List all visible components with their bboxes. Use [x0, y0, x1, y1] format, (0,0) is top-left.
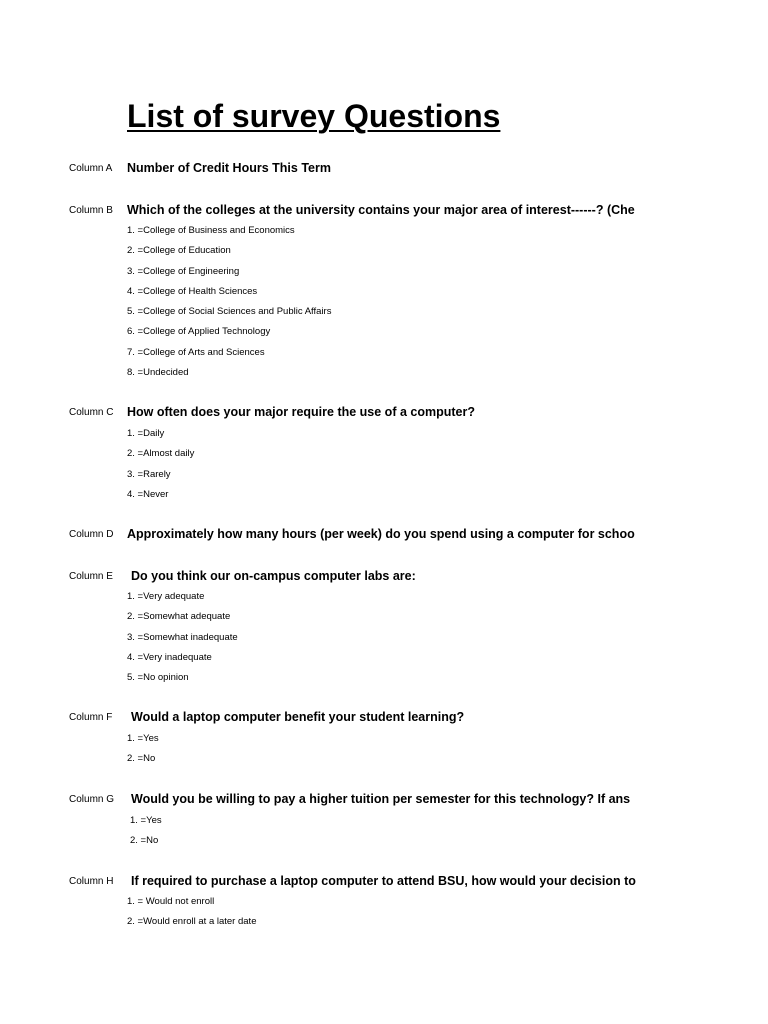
answer-option: 2. =Almost daily [127, 448, 195, 459]
question-text: Do you think our on-campus computer labs are: [131, 569, 416, 583]
question-column-label: Column A [69, 163, 113, 174]
answer-option: 1. =Yes [130, 815, 162, 826]
answer-option: 3. =Somewhat inadequate [127, 632, 238, 643]
question-text: Which of the colleges at the university contains your major area of interest------? (Che [127, 203, 635, 217]
answer-option: 4. =Never [127, 489, 169, 500]
question-text: Would a laptop computer benefit your student learning? [131, 710, 465, 724]
question-text: How often does your major require the use of a computer? [127, 405, 475, 419]
question-column-label: Column H [69, 876, 114, 887]
question-column-label: Column C [69, 407, 114, 418]
answer-option: 6. =College of Applied Technology [127, 326, 271, 337]
answer-option: 2. =No [130, 835, 159, 846]
answer-option: 1. =Yes [127, 733, 159, 744]
answer-option: 2. =No [127, 753, 156, 764]
answer-option: 4. =Very inadequate [127, 652, 212, 663]
answer-option: 3. =Rarely [127, 469, 171, 480]
answer-option: 5. =College of Social Sciences and Public Affairs [127, 306, 332, 317]
answer-option: 3. =College of Engineering [127, 266, 240, 277]
answer-option: 5. =No opinion [127, 672, 189, 683]
answer-option: 2. =Somewhat adequate [127, 611, 231, 622]
question-column-label: Column G [69, 794, 115, 805]
question-text: If required to purchase a laptop computer to attend BSU, how would your decision to [131, 874, 636, 888]
answer-option: 8. =Undecided [127, 367, 189, 378]
question-text: Would you be willing to pay a higher tuition per semester for this technology? If ans [131, 792, 631, 806]
question-text: Approximately how many hours (per week) do you spend using a computer for schoo [127, 527, 635, 541]
answer-option: 7. =College of Arts and Sciences [127, 347, 265, 358]
question-column-label: Column F [69, 712, 113, 723]
answer-option: 1. =Very adequate [127, 591, 205, 602]
page-title: List of survey Questions [127, 98, 501, 134]
question-text: Number of Credit Hours This Term [127, 161, 331, 175]
question-column-label: Column D [69, 529, 114, 540]
question-column-label: Column E [69, 571, 113, 582]
answer-option: 1. =Daily [127, 428, 165, 439]
answer-option: 4. =College of Health Sciences [127, 286, 258, 297]
answer-option: 2. =Would enroll at a later date [127, 916, 257, 927]
question-column-label: Column B [69, 205, 113, 216]
answer-option: 1. =College of Business and Economics [127, 225, 295, 236]
answer-option: 2. =College of Education [127, 245, 231, 256]
answer-option: 1. = Would not enroll [127, 896, 215, 907]
